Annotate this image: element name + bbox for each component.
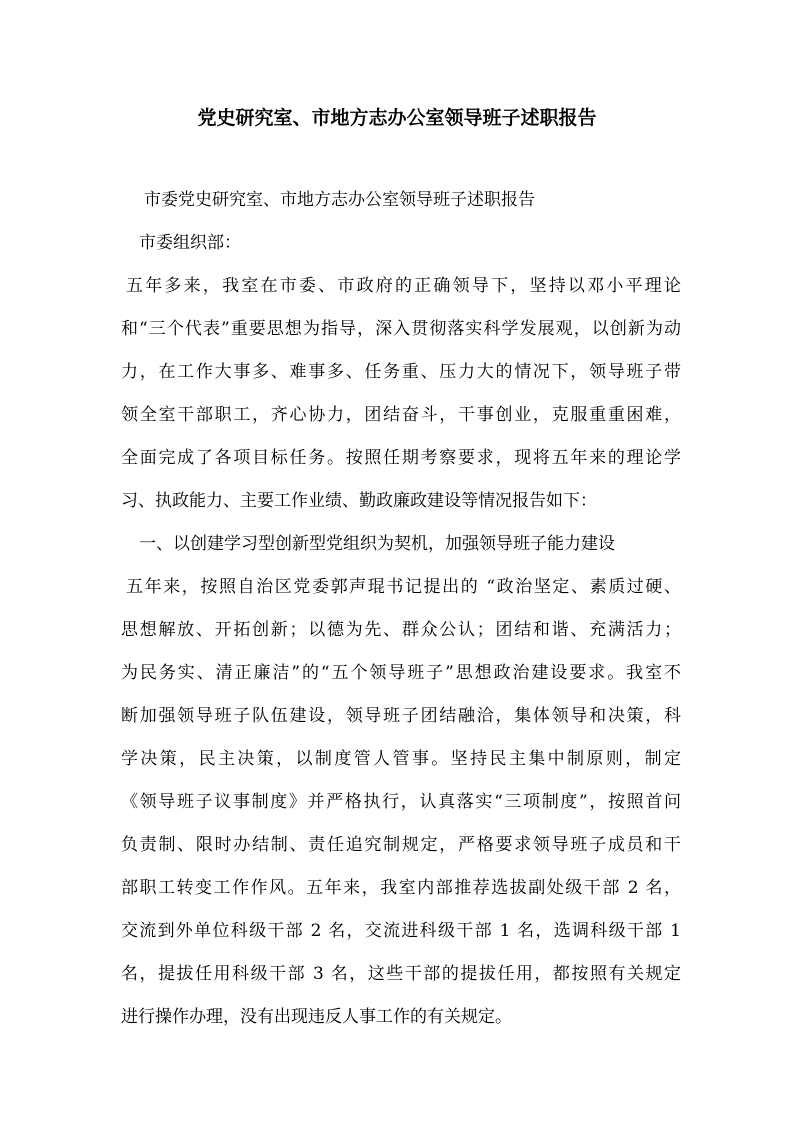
paragraph-line: 《领导班子议事制度》并严格执行，认真落实“三项制度”，按照首问 (121, 792, 681, 812)
paragraph-line: 负责制、限时办结制、责任追究制规定，严格要求领导班子成员和干 (121, 835, 681, 855)
subtitle-line: 市委党史研究室、市地方志办公室领导班子述职报告 (144, 190, 535, 210)
paragraph-line: 交流到外单位科级干部 2 名，交流进科级干部 1 名，选调科级干部 1 (121, 921, 681, 941)
paragraph-line: 五年多来，我室在市委、市政府的正确领导下，坚持以邓小平理论 (126, 276, 681, 296)
section-heading: 一、以创建学习型创新型党组织为契机，加强领导班子能力建设 (139, 534, 615, 554)
paragraph-line: 名，提拔任用科级干部 3 名，这些干部的提拔任用，都按照有关规定 (121, 964, 681, 984)
paragraph-line: 进行操作办理，没有出现违反人事工作的有关规定。 (121, 1007, 512, 1027)
paragraph-line: 力，在工作大事多、难事多、任务重、压力大的情况下，领导班子带 (121, 362, 681, 382)
paragraph-line: 五年来，按照自治区党委郭声琨书记提出的 “政治坚定、素质过硬、 (126, 577, 681, 597)
salutation-line: 市委组织部： (139, 233, 241, 253)
paragraph-line: 习、执政能力、主要工作业绩、勤政廉政建设等情况报告如下： (121, 491, 597, 511)
paragraph-line: 和“三个代表”重要思想为指导，深入贯彻落实科学发展观，以创新为动 (121, 319, 681, 339)
paragraph-line: 断加强领导班子队伍建设，领导班子团结融洽，集体领导和决策，科 (121, 706, 681, 726)
paragraph-line: 为民务实、清正廉洁”的“五个领导班子”思想政治建设要求。我室不 (121, 663, 681, 683)
paragraph-line: 思想解放、开拓创新；以德为先、群众公认；团结和谐、充满活力； (121, 620, 681, 640)
paragraph-line: 领全室干部职工，齐心协力，团结奋斗，干事创业，克服重重困难， (121, 405, 681, 425)
paragraph-line: 全面完成了各项目标任务。按照任期考察要求，现将五年来的理论学 (121, 448, 681, 468)
paragraph-line: 学决策，民主决策，以制度管人管事。坚持民主集中制原则，制定 (121, 749, 681, 769)
paragraph-line: 部职工转变工作作风。五年来，我室内部推荐选拔副处级干部 2 名， (121, 878, 681, 898)
document-title: 党史研究室、市地方志办公室领导班子述职报告 (197, 107, 597, 129)
